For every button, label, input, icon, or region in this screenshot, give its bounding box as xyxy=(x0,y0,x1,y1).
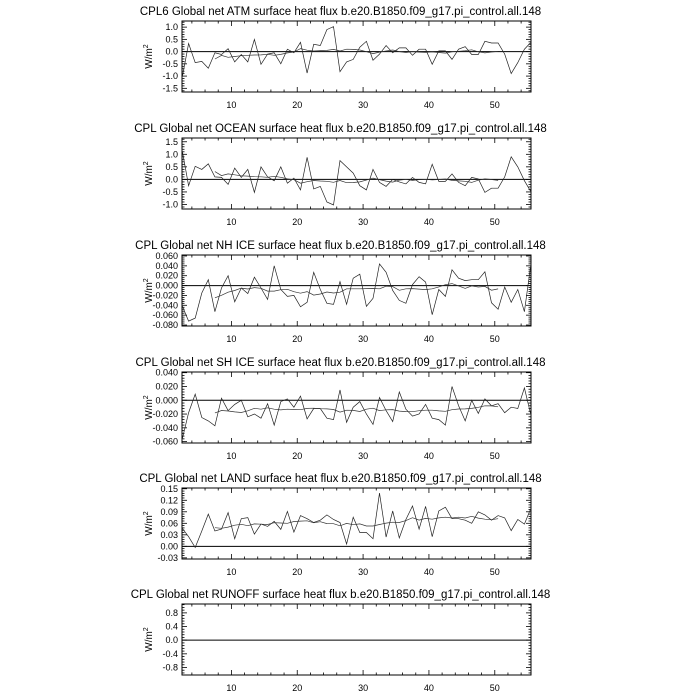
y-axis-label-unit: W/m xyxy=(144,48,155,69)
y-tick-label: 0.0 xyxy=(165,46,178,57)
x-tick-label: 50 xyxy=(489,683,500,693)
x-tick-label: 10 xyxy=(226,683,237,693)
x-tick-label: 20 xyxy=(292,683,303,693)
y-tick-label: 0.040 xyxy=(155,367,178,378)
x-tick-label: 40 xyxy=(423,683,434,693)
y-tick-label: -0.5 xyxy=(162,58,178,69)
annual-series-line xyxy=(182,263,531,321)
y-tick-label: -0.020 xyxy=(152,290,178,301)
y-axis-label xyxy=(143,44,155,69)
x-tick-label: 40 xyxy=(423,451,434,461)
y-axis-label-unit: W/m xyxy=(144,631,155,652)
y-axis-label-unit: W/m xyxy=(144,399,155,420)
y-axis-label-unit: W/m xyxy=(144,282,155,303)
x-tick-label: 10 xyxy=(226,451,237,461)
y-axis-label-exponent: 2 xyxy=(143,44,150,49)
y-tick-label: 0.020 xyxy=(155,381,178,392)
x-tick-label: 10 xyxy=(226,334,237,344)
y-axis-label-exponent: 2 xyxy=(143,161,150,166)
y-axis-label xyxy=(143,161,155,186)
y-tick-label: 0.06 xyxy=(160,518,178,529)
y-tick-label: 0.5 xyxy=(165,161,178,172)
y-tick-label: 1.0 xyxy=(165,149,178,160)
y-axis-label-exponent: 2 xyxy=(143,627,150,632)
y-tick-label: 0.8 xyxy=(165,607,178,618)
x-tick-label: 30 xyxy=(358,100,369,110)
x-tick-label: 30 xyxy=(358,334,369,344)
x-tick-label: 40 xyxy=(423,217,434,227)
x-tick-label: 10 xyxy=(226,217,237,227)
x-tick-label: 40 xyxy=(423,100,434,110)
y-tick-label: 0.03 xyxy=(160,529,178,540)
panel-title: CPL Global net SH ICE surface heat flux b.e20.B1850.f09_g17.pi_control.all.148 xyxy=(135,357,546,369)
y-tick-label: -0.040 xyxy=(152,300,178,311)
y-tick-label: 0.0 xyxy=(165,635,178,646)
x-tick-label: 10 xyxy=(226,567,237,577)
y-tick-label: -0.8 xyxy=(162,662,178,673)
y-tick-label: 0.5 xyxy=(165,34,178,45)
panel-2 xyxy=(134,123,547,227)
y-tick-label: -0.060 xyxy=(152,310,178,321)
y-tick-label: -1.5 xyxy=(162,83,178,94)
y-tick-label: 0.040 xyxy=(155,260,178,271)
panel-title: CPL Global net LAND surface heat flux b.e20.B1850.f09_g17.pi_control.all.148 xyxy=(139,473,542,485)
annual-series-line xyxy=(182,493,531,548)
y-tick-label: -0.060 xyxy=(152,436,178,447)
y-tick-label: 0.000 xyxy=(155,395,178,406)
x-tick-label: 10 xyxy=(226,100,237,110)
y-tick-label: 0.020 xyxy=(155,270,178,281)
y-axis-label-exponent: 2 xyxy=(143,278,150,283)
y-axis-label-exponent: 2 xyxy=(143,511,150,516)
y-tick-label: -1.0 xyxy=(162,199,178,210)
y-tick-label: -0.020 xyxy=(152,409,178,420)
x-tick-label: 20 xyxy=(292,334,303,344)
y-tick-label: 0.4 xyxy=(165,621,178,632)
y-tick-label: 0.0 xyxy=(165,174,178,185)
y-axis-label xyxy=(143,511,155,536)
x-tick-label: 30 xyxy=(358,567,369,577)
x-tick-label: 30 xyxy=(358,451,369,461)
panel-4 xyxy=(135,357,545,461)
panel-1 xyxy=(140,6,541,110)
x-tick-label: 20 xyxy=(292,100,303,110)
plot-frame xyxy=(182,138,531,209)
annual-series-line xyxy=(182,149,531,205)
y-tick-label: 1.0 xyxy=(165,22,178,33)
running-mean-line xyxy=(215,516,498,528)
panel-5 xyxy=(139,473,541,577)
y-tick-label: 0.09 xyxy=(160,506,178,517)
y-tick-label: 0.15 xyxy=(160,483,178,494)
x-tick-label: 30 xyxy=(358,683,369,693)
y-axis-label xyxy=(143,627,155,652)
y-tick-label: -0.080 xyxy=(152,320,178,331)
plot-frame xyxy=(182,488,531,559)
y-tick-label: -0.5 xyxy=(162,186,178,197)
x-tick-label: 50 xyxy=(489,217,500,227)
x-tick-label: 20 xyxy=(292,451,303,461)
panel-title: CPL6 Global net ATM surface heat flux b.e20.B1850.f09_g17.pi_control.all.148 xyxy=(139,6,542,18)
y-tick-label: 0.060 xyxy=(155,250,178,261)
panel-title: CPL Global net RUNOFF surface heat flux b.e20.B1850.f09_g17.pi_control.all.148 xyxy=(130,589,551,601)
annual-series-line xyxy=(182,27,531,79)
y-axis-label-unit: W/m xyxy=(144,165,155,186)
x-tick-label: 20 xyxy=(292,567,303,577)
y-tick-label: 1.5 xyxy=(165,136,178,147)
panel-3 xyxy=(135,240,546,344)
y-tick-label: 0.12 xyxy=(160,495,178,506)
panel-title: CPL Global net OCEAN surface heat flux b.e20.B1850.f09_g17.pi_control.all.148 xyxy=(134,123,547,135)
y-tick-label: -0.03 xyxy=(157,552,178,563)
y-axis-label-exponent: 2 xyxy=(143,395,150,400)
x-tick-label: 40 xyxy=(423,567,434,577)
x-tick-label: 20 xyxy=(292,217,303,227)
y-tick-label: 0.000 xyxy=(155,280,178,291)
panel-6 xyxy=(131,589,551,693)
y-tick-label: -1.0 xyxy=(162,71,178,82)
x-tick-label: 50 xyxy=(489,567,500,577)
y-tick-label: -0.040 xyxy=(152,422,178,433)
x-tick-label: 50 xyxy=(489,451,500,461)
x-tick-label: 50 xyxy=(489,334,500,344)
annual-series-line xyxy=(182,387,531,441)
y-tick-label: 0.00 xyxy=(160,541,178,552)
x-tick-label: 30 xyxy=(358,217,369,227)
y-tick-label: -0.4 xyxy=(162,648,178,659)
y-axis-label-unit: W/m xyxy=(144,515,155,536)
plot-frame xyxy=(182,604,531,675)
x-tick-label: 40 xyxy=(423,334,434,344)
panel-title: CPL Global net NH ICE surface heat flux b.e20.B1850.f09_g17.pi_control.all.148 xyxy=(135,240,546,252)
x-tick-label: 50 xyxy=(489,100,500,110)
running-mean-line xyxy=(215,406,498,413)
